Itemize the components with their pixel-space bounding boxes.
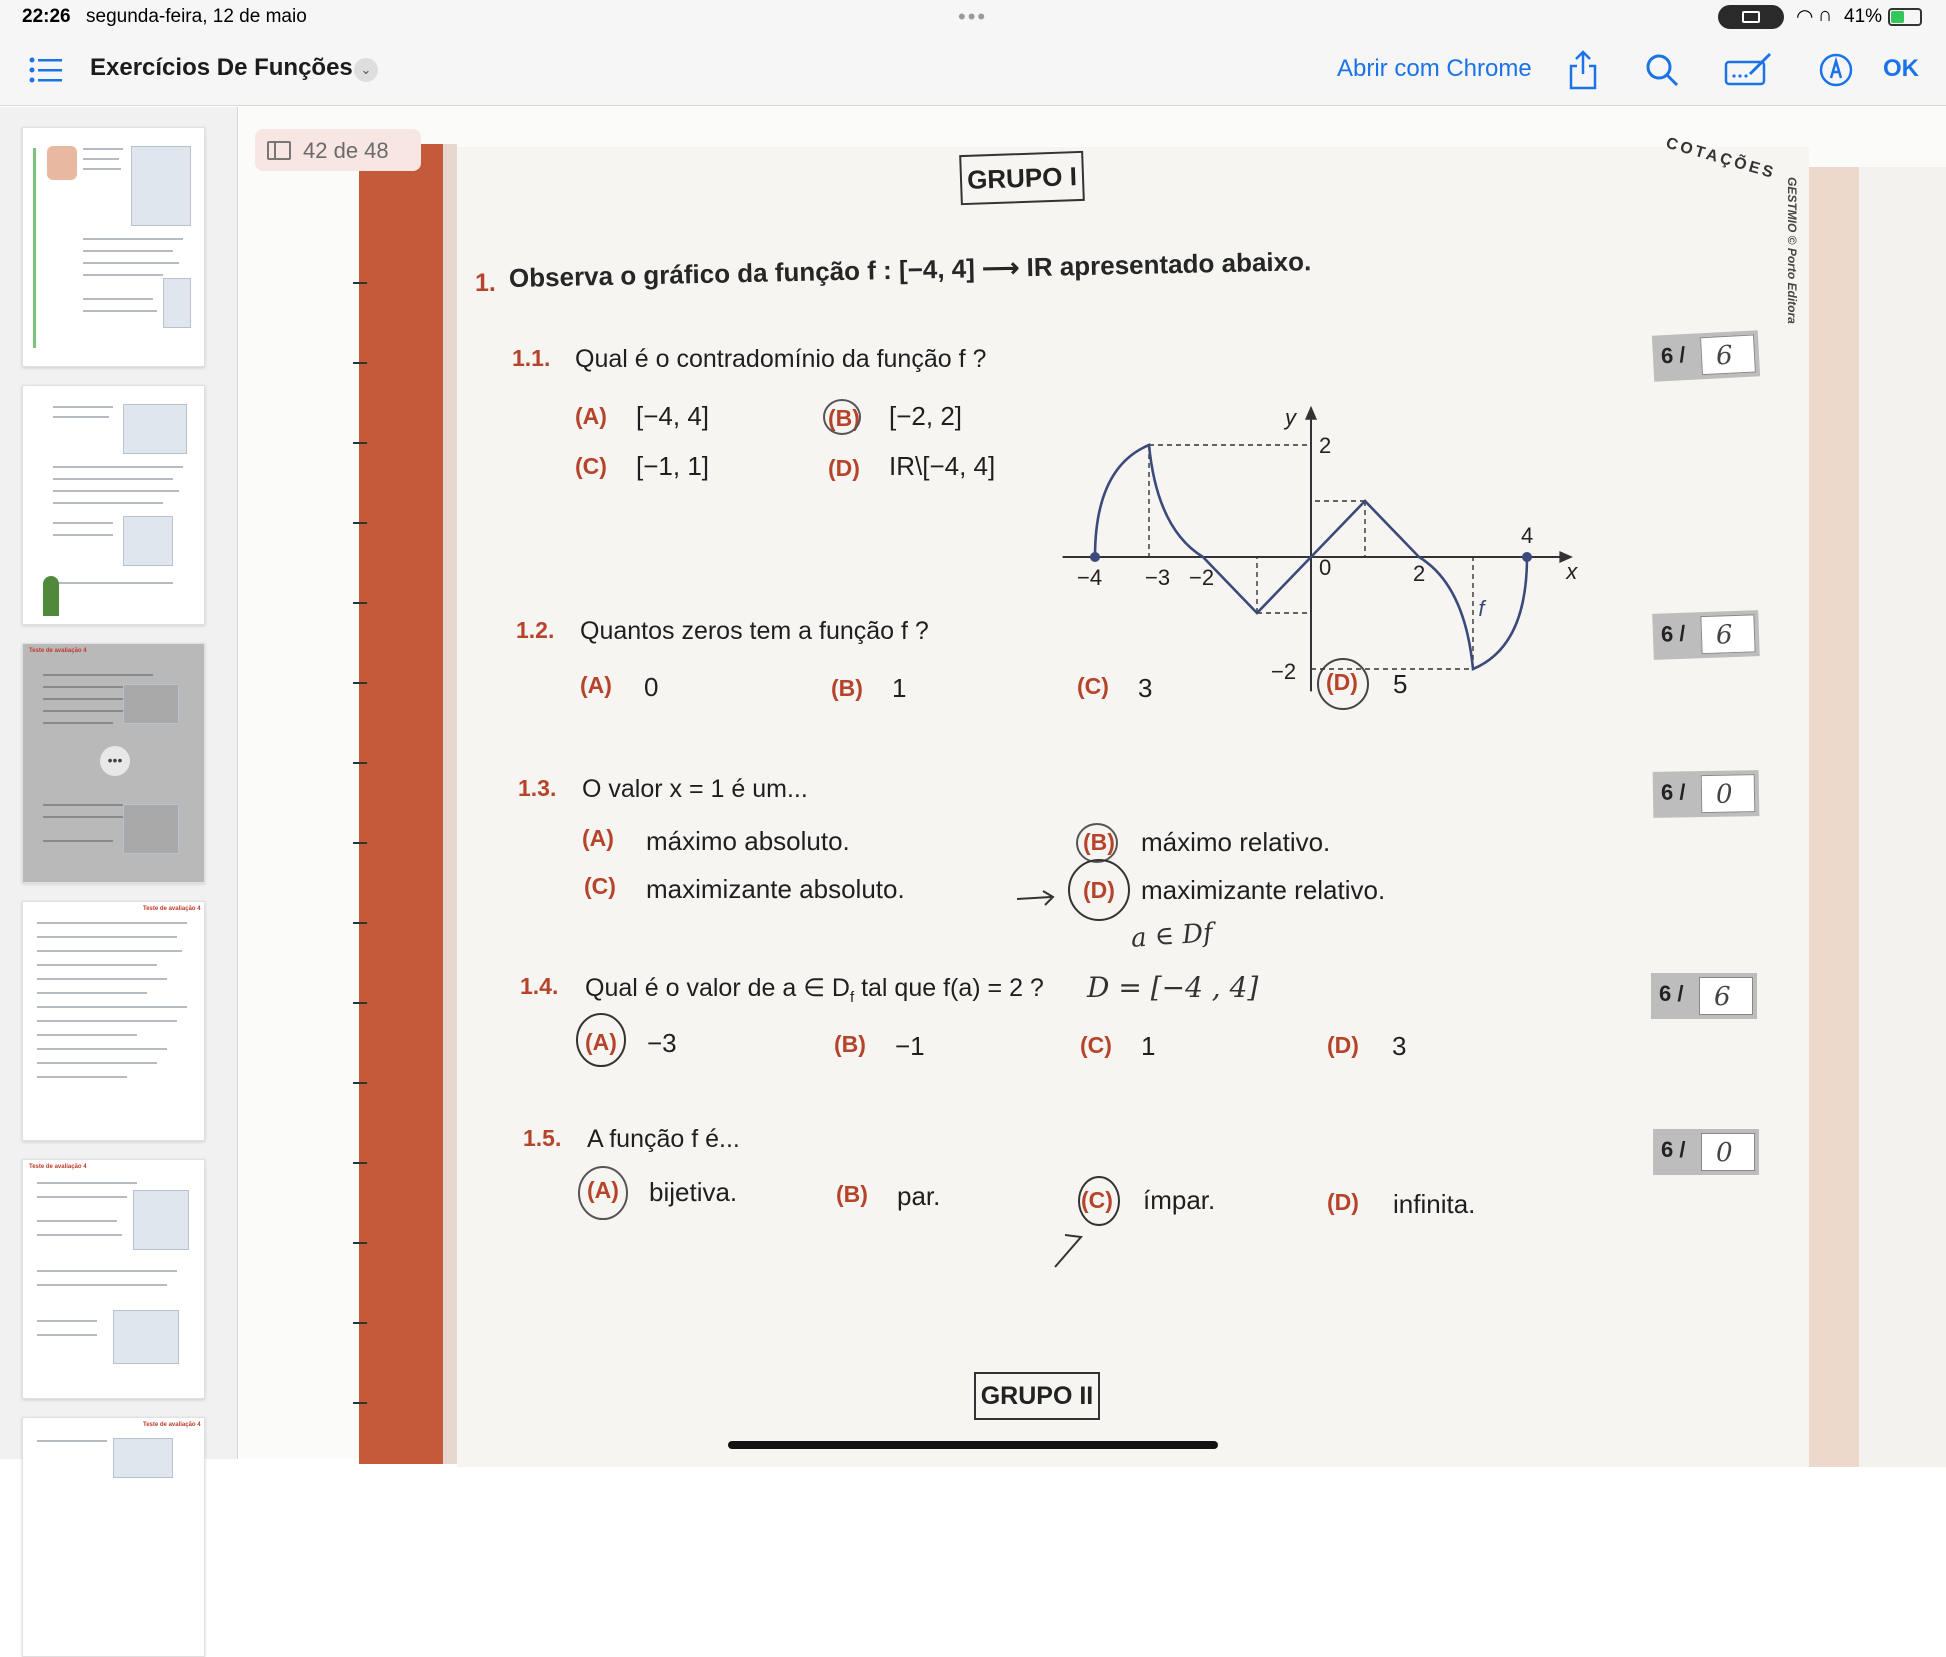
battery-percentage: 41% bbox=[1844, 6, 1883, 27]
option-letter: (C) bbox=[1081, 1187, 1113, 1213]
camera-indicator-icon bbox=[1718, 5, 1784, 29]
option-letter: (A) bbox=[587, 1177, 619, 1203]
option-letter: (B) bbox=[828, 405, 860, 431]
x-tick-label: −2 bbox=[1189, 565, 1215, 590]
option-letter: (D) bbox=[1327, 1189, 1359, 1215]
page-thumbnail[interactable]: Teste de avaliação 4 bbox=[22, 901, 205, 1141]
handwritten-score: 0 bbox=[1716, 1138, 1733, 1168]
page-thumbnail-selected[interactable]: Teste de avaliação 4 ••• bbox=[22, 643, 205, 883]
score-box: 6 / 0 bbox=[1653, 1129, 1759, 1175]
group-heading: GRUPO II bbox=[974, 1372, 1100, 1420]
option-letter: (C) bbox=[1077, 673, 1109, 699]
open-with-chrome-button[interactable]: Abrir com Chrome bbox=[1337, 55, 1532, 82]
option-letter: (A) bbox=[575, 403, 607, 429]
option-letter: (B) bbox=[836, 1181, 868, 1207]
page-thumbnail[interactable]: Teste de avaliação 4 bbox=[22, 1417, 205, 1657]
score-box: 6 / 6 bbox=[1651, 973, 1757, 1019]
question-1-2-text: Quantos zeros tem a função f ? bbox=[580, 617, 929, 645]
option-letter: (A) bbox=[582, 825, 614, 851]
option-text: máximo relativo. bbox=[1141, 827, 1331, 857]
book-spine bbox=[359, 144, 443, 1464]
option-text: infinita. bbox=[1393, 1189, 1476, 1219]
x-axis-label: x bbox=[1566, 559, 1578, 584]
option-text: [−4, 4] bbox=[636, 401, 709, 431]
option-text: 0 bbox=[644, 672, 659, 702]
option-letter: (A) bbox=[585, 1029, 617, 1055]
option-text: 3 bbox=[1138, 673, 1153, 703]
page-thumbnail[interactable] bbox=[22, 385, 205, 625]
page-thumbnail[interactable]: Teste de avaliação 4 bbox=[22, 1159, 205, 1399]
option-text: ímpar. bbox=[1143, 1185, 1216, 1215]
status-date: segunda-feira, 12 de maio bbox=[86, 6, 307, 27]
option-letter: (D) bbox=[1326, 669, 1358, 695]
handwritten-score: 6 bbox=[1715, 340, 1734, 372]
question-number: 1.3. bbox=[518, 775, 557, 801]
question-number: 1.1. bbox=[512, 345, 551, 371]
x-tick-label: −4 bbox=[1077, 565, 1103, 590]
question-number: 1. bbox=[475, 269, 496, 297]
handwritten-score: 6 bbox=[1715, 620, 1734, 651]
group-heading: GRUPO I bbox=[959, 151, 1085, 205]
endpoint-marker bbox=[1522, 552, 1532, 562]
document-title[interactable]: Exercícios De Funções bbox=[90, 54, 353, 81]
option-text: maximizante absoluto. bbox=[646, 874, 905, 904]
page-indicator-text: 42 de 48 bbox=[303, 138, 389, 163]
handwritten-score: 0 bbox=[1715, 779, 1733, 810]
status-bar bbox=[0, 0, 1946, 34]
option-text: IR\[−4, 4] bbox=[889, 451, 996, 481]
sidebar-toggle-icon bbox=[267, 141, 291, 160]
option-text: −1 bbox=[895, 1031, 925, 1061]
list-icon[interactable] bbox=[28, 56, 62, 84]
headphones-icon: ∩ bbox=[1818, 4, 1833, 26]
option-text: 1 bbox=[892, 673, 907, 703]
option-text: par. bbox=[897, 1181, 941, 1211]
cotacoes-heading: COTAÇÕES bbox=[1663, 134, 1778, 183]
score-box: 6 / 6 bbox=[1652, 330, 1760, 381]
option-letter: (B) bbox=[1083, 829, 1115, 855]
option-text: [−2, 2] bbox=[889, 401, 962, 431]
x-tick-label: 0 bbox=[1319, 555, 1332, 580]
y-axis-arrow bbox=[1305, 406, 1317, 420]
option-text: [−1, 1] bbox=[636, 451, 709, 481]
handwritten-score: 6 bbox=[1714, 982, 1731, 1012]
option-letter: (B) bbox=[831, 675, 863, 701]
x-tick-label: 2 bbox=[1413, 561, 1426, 586]
chevron-down-icon[interactable]: ⌄ bbox=[354, 58, 378, 82]
question-1-4-text: Qual é o valor de a ∈ $D_f$ tal que f(a) = 2 ? bbox=[585, 974, 1044, 1006]
function-graph bbox=[1077, 317, 1621, 737]
handwritten-note: D = [−4 , 4] bbox=[1087, 971, 1259, 1004]
status-time: 22:26 bbox=[22, 6, 71, 27]
option-letter: (C) bbox=[575, 453, 607, 479]
score-box: 6 / 0 bbox=[1653, 770, 1760, 818]
curve-label: f bbox=[1478, 595, 1485, 621]
endpoint-marker bbox=[1090, 552, 1100, 562]
navigation-bar bbox=[0, 34, 1946, 106]
question-1-3-text: O valor x = 1 é um... bbox=[582, 775, 808, 803]
markup-icon[interactable] bbox=[1724, 52, 1774, 88]
more-options-icon[interactable]: ••• bbox=[100, 746, 130, 776]
option-text: 1 bbox=[1141, 1031, 1156, 1061]
option-text: 3 bbox=[1392, 1031, 1407, 1061]
option-letter: (D) bbox=[1327, 1032, 1359, 1058]
option-letter: (A) bbox=[580, 672, 612, 698]
wifi-icon: ◠ bbox=[1796, 6, 1814, 28]
handwritten-note: a ∈ Df bbox=[1130, 918, 1214, 954]
option-letter: (C) bbox=[584, 873, 616, 899]
option-letter: (D) bbox=[1083, 877, 1115, 903]
question-number: 1.5. bbox=[523, 1125, 562, 1151]
page-thumbnails-sidebar[interactable] bbox=[0, 107, 238, 1459]
multitasking-dots-icon[interactable]: ••• bbox=[958, 4, 988, 29]
y-tick-label: −2 bbox=[1271, 659, 1297, 684]
x-tick-label: −3 bbox=[1145, 565, 1171, 590]
question-number: 1.2. bbox=[516, 617, 555, 643]
search-icon[interactable] bbox=[1644, 52, 1680, 88]
battery-icon bbox=[1888, 8, 1922, 26]
score-box: 6 / 6 bbox=[1652, 610, 1760, 660]
question-number: 1.4. bbox=[520, 973, 559, 999]
option-text: bijetiva. bbox=[649, 1177, 738, 1207]
x-tick-label: 4 bbox=[1521, 523, 1534, 548]
publisher-credit: GESTMIO © Porto Editora bbox=[1785, 177, 1799, 324]
option-letter: (C) bbox=[1080, 1032, 1112, 1058]
share-icon[interactable] bbox=[1568, 50, 1598, 90]
question-1-5-text: A função f é... bbox=[587, 1125, 740, 1153]
question-1-1-text: Qual é o contradomínio da função f ? bbox=[575, 345, 987, 373]
page-indicator[interactable] bbox=[255, 129, 421, 171]
option-letter: (D) bbox=[828, 455, 860, 481]
option-text: 5 bbox=[1393, 669, 1408, 699]
option-text: máximo absoluto. bbox=[646, 826, 850, 856]
y-tick-label: 2 bbox=[1319, 433, 1332, 458]
option-text: maximizante relativo. bbox=[1141, 875, 1386, 905]
question-1-text: Observa o gráfico da função f : [−4, 4] ⟶ IR apresentado abaixo. bbox=[508, 246, 1312, 293]
pen-annotation-icon[interactable] bbox=[1818, 52, 1854, 88]
page-thumbnail[interactable] bbox=[22, 127, 205, 367]
document-viewer[interactable] bbox=[239, 107, 1946, 1459]
home-indicator[interactable] bbox=[728, 1441, 1218, 1449]
option-text: −3 bbox=[647, 1028, 677, 1058]
option-letter: (B) bbox=[834, 1031, 866, 1057]
done-button[interactable]: OK bbox=[1883, 55, 1919, 82]
y-axis-label: y bbox=[1285, 405, 1296, 430]
